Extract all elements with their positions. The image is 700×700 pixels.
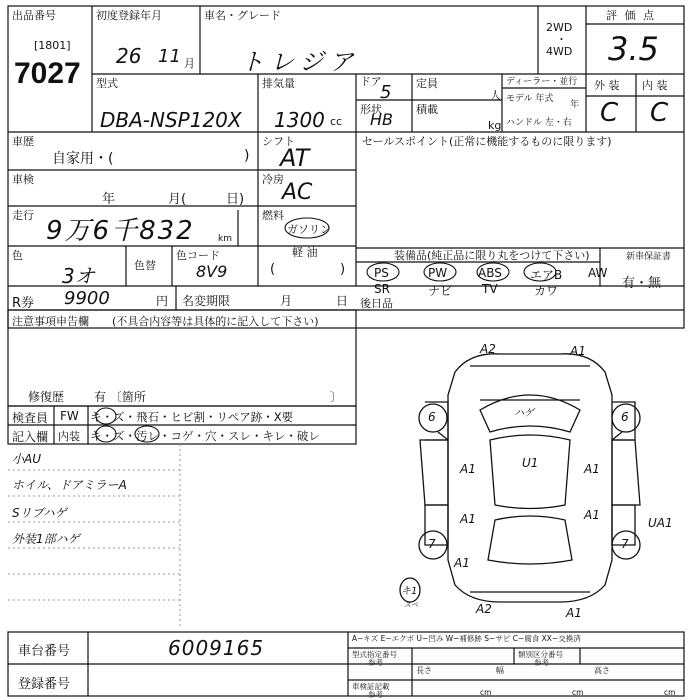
inspection-year: 年 [102, 192, 116, 207]
model-year-label: モデル 年式 [506, 94, 554, 104]
mark-spare-sub: スペ [404, 601, 418, 609]
car-diagram [400, 354, 640, 602]
warranty-label: 新車保証書 [626, 252, 672, 262]
color-code-value: 8V9 [196, 262, 228, 281]
mark-right-rear-door: A1 [584, 508, 600, 522]
ref-1: 参考 [368, 658, 383, 667]
equip-leather: カワ [534, 284, 559, 298]
inspector-label-1: 検査員 [12, 411, 49, 425]
notes-label: 注意事項申告欄 [12, 315, 89, 328]
grade-label: 評 価 点 [606, 9, 656, 22]
height-label: 高さ [594, 666, 610, 675]
ref-2: 参考 [534, 658, 549, 667]
repair-close: 〕 [330, 390, 343, 404]
equip-tv: TV [482, 282, 498, 296]
note-line-4: 外装1部ハゲ [12, 532, 80, 546]
load-unit: kg [488, 119, 502, 132]
drive-4wd: 4WD [546, 45, 573, 58]
model-year-unit: 年 [570, 100, 580, 110]
reg-cert-label: 車検証記載 [352, 682, 390, 691]
equip-pw: PW [428, 266, 448, 280]
first-reg-month: 11 [158, 46, 181, 67]
int-label: 内装 [58, 430, 80, 443]
capacity-unit: 人 [490, 89, 501, 102]
height-cm: cm [664, 688, 676, 697]
mark-hood: ハゲ [514, 408, 534, 419]
lot-number: 7027 [14, 57, 81, 90]
shift-label: シフト [262, 135, 295, 148]
reg-label: 登録番号 [18, 677, 71, 692]
equip-ps: PS [374, 266, 389, 280]
color-change-label: 色替 [134, 259, 156, 272]
mark-rear-right-bumper: A1 [566, 606, 582, 620]
mileage-unit: km [218, 234, 232, 244]
equip-aw: AW [588, 266, 608, 280]
ac-label: 冷房 [262, 173, 284, 186]
inspection-day: 日) [226, 192, 245, 207]
model-value: DBA-NSP120X [100, 108, 242, 132]
exterior-value: C [600, 98, 619, 128]
color-code-label: 色コード [176, 249, 220, 262]
recycle-label: R券 [12, 296, 35, 311]
fw-label: FW [60, 409, 79, 423]
width-label: 幅 [496, 666, 504, 675]
door-label: ドア [360, 75, 382, 88]
fuel-paren-close: ) [340, 262, 346, 277]
door-value: 5 [380, 82, 392, 103]
note-line-1: 小AU [12, 452, 41, 466]
name-change-month: 月 [280, 294, 293, 308]
inspector-label-2: 記入欄 [12, 430, 49, 444]
history-close: ) [244, 148, 250, 164]
fuel-paren-open: ( [270, 262, 276, 277]
grade-value: 3.5 [608, 30, 659, 68]
displacement-label: 排気量 [262, 77, 295, 90]
chassis-value: 6009165 [168, 636, 265, 660]
car-name: トレジア [240, 48, 360, 76]
exterior-label: 外 装 [594, 79, 620, 92]
notes-hint: (不具合内容等は具体的に記入して下さい) [112, 315, 319, 328]
type-cert-label: 型式指定番号 [352, 650, 397, 659]
length-cm: cm [480, 688, 492, 697]
equip-airbag: エアB [530, 268, 563, 282]
mark-right-rear-wheel: 7 [621, 537, 629, 551]
interior-value: C [650, 98, 669, 128]
displacement-unit: cc [330, 115, 343, 128]
mark-front-left-bumper: A2 [480, 342, 496, 356]
fuel-light-oil: 軽 油 [292, 246, 318, 259]
capacity-label: 定員 [416, 77, 438, 90]
ac-value: AC [282, 180, 313, 205]
handle-label: ハンドル 左・右 [506, 118, 572, 128]
inspection-month: 月( [168, 192, 187, 207]
mark-spare: キ1 [401, 586, 418, 597]
mark-right-rear-panel: UA1 [648, 516, 673, 530]
mark-front-right-bumper: A1 [570, 344, 586, 358]
mark-left-rear-wheel: 7 [428, 537, 436, 551]
interior-label: 内 装 [642, 79, 668, 92]
shape-label: 形状 [360, 103, 382, 116]
length-label: 長さ [416, 666, 432, 675]
fw-items: キ・ズ・飛石・ヒビ割・リペア跡・X要 [90, 410, 294, 424]
chassis-label: 車台番号 [18, 644, 71, 659]
first-reg-label: 初度登録年月 [96, 9, 162, 22]
recycle-unit: 円 [156, 294, 169, 308]
mark-left-rear-fender: A1 [454, 556, 470, 570]
later-date-label: 後日品 [360, 297, 393, 310]
repair-label: 修復歴 [28, 390, 65, 404]
drive-dot: ・ [556, 33, 567, 46]
model-label: 型式 [96, 77, 118, 90]
history-label: 車歴 [12, 135, 34, 148]
name-change-label: 名変期限 [182, 294, 231, 308]
mark-right-front-wheel: 6 [621, 410, 629, 424]
width-cm: cm [572, 688, 584, 697]
sales-point-label: セールスポイント(正常に機能するものに限ります) [362, 135, 612, 148]
equip-sr: SR [374, 282, 390, 296]
mark-right-front-door: A1 [584, 462, 600, 476]
mark-rear-left-bumper: A2 [476, 602, 492, 616]
inspection-label: 車検 [12, 173, 34, 186]
dealer-label: ディーラー・並行 [506, 77, 578, 87]
month-suffix: 月 [184, 57, 195, 70]
mark-left-rear-door: A1 [460, 512, 476, 526]
note-line-2: ホイル、ドアミラーA [12, 478, 127, 492]
color-label: 色 [12, 249, 23, 262]
repair-value: 有 〔箇所 [94, 390, 146, 404]
equipment-label: 装備品(純正品に限り丸をつけて下さい) [394, 249, 590, 262]
mark-roof: U1 [522, 456, 539, 470]
shift-value: AT [280, 144, 310, 172]
fuel-gasoline: ガソリン [287, 223, 331, 236]
mileage-label: 走行 [12, 209, 34, 222]
name-change-day: 日 [336, 294, 349, 308]
mileage-value: 9万6千832 [46, 216, 195, 246]
int-items: キ・ズ・汚レ・コゲ・穴・スレ・キレ・破レ [90, 429, 320, 443]
equip-abs: ABS [478, 266, 502, 280]
legend: A−キズ E−エクボ U−凹み W−補修跡 S−サビ C−腐食 XX−交換済 [352, 634, 581, 643]
lot-code: [1801] [34, 39, 71, 52]
shape-value: HB [370, 110, 394, 129]
car-name-label: 車名・グレード [204, 9, 281, 22]
ref-3: 参考 [368, 690, 383, 699]
color-value: 3オ [62, 264, 95, 288]
warranty-value: 有・無 [622, 276, 662, 291]
first-reg-year: 26 [116, 44, 142, 68]
displacement-value: 1300 [274, 108, 325, 132]
recycle-value: 9900 [64, 288, 110, 309]
drive-2wd: 2WD [546, 21, 573, 34]
history-value: 自家用・( [52, 151, 114, 167]
fuel-label: 燃料 [262, 209, 284, 222]
category-label: 類別区分番号 [518, 650, 563, 659]
load-label: 積載 [416, 103, 438, 116]
mark-left-front-door: A1 [460, 462, 476, 476]
lot-label: 出品番号 [12, 9, 56, 22]
mark-left-front-wheel: 6 [428, 410, 436, 424]
note-line-3: Sリブハゲ [12, 506, 67, 520]
equip-navi: ナビ [428, 284, 453, 298]
